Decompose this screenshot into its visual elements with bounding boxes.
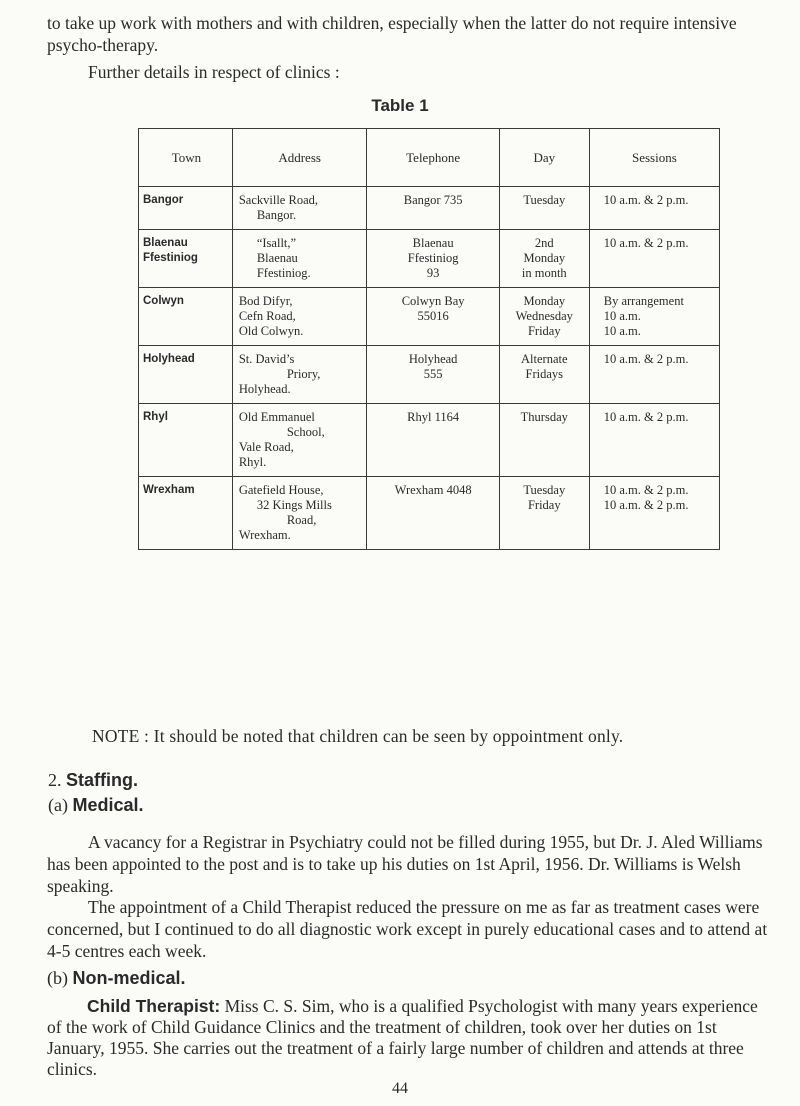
cell-day <box>499 477 589 550</box>
telephone-line: 555 <box>423 367 443 381</box>
cell-telephone <box>367 187 499 230</box>
address-line: Road, <box>286 513 317 527</box>
cell-sessions <box>589 477 719 550</box>
cell-telephone <box>367 404 499 477</box>
cell-day <box>499 288 589 346</box>
table-header-row <box>139 129 720 187</box>
telephone-line: Ffestiniog <box>407 251 459 265</box>
header-address: Address <box>232 129 367 187</box>
cell-sessions <box>589 288 719 346</box>
table-title: Table 1 <box>371 96 429 115</box>
address-line: Holyhead. <box>238 382 291 396</box>
day-line: Friday <box>527 498 561 512</box>
table-row <box>139 404 720 477</box>
nonmedical-paragraph-text: Miss C. S. Sim, who is a qualified Psychologist with many years experience of the work of Child Guidance Clinics and the treatment of children, took over her duties on 1st January, 1955. She carries out the treatment of a fairly large number of children and attends at three clinics. <box>47 996 758 1079</box>
header-town: Town <box>139 129 233 187</box>
cell-address <box>232 230 367 288</box>
table-row <box>139 288 720 346</box>
nonmedical-paragraph <box>47 996 771 1080</box>
further-details-line: Further details in respect of clinics : <box>88 62 340 82</box>
table-row <box>139 477 720 550</box>
cell-town <box>139 187 233 230</box>
header-day: Day <box>499 129 589 187</box>
telephone-line: Bangor 735 <box>403 193 463 207</box>
cell-day <box>499 187 589 230</box>
medical-paragraph-1-text: A vacancy for a Registrar in Psychiatry could not be filled during 1955, but Dr. J. Aled Williams has been appointed to the post and is to take up his duties on 1st April, 1956. Dr. Williams is Welsh speaking. <box>47 832 763 896</box>
address-line: Bangor. <box>256 208 297 222</box>
cell-town <box>139 230 233 288</box>
section-heading-staffing <box>48 770 138 791</box>
sessions-line: 10 a.m. & 2 p.m. <box>603 410 689 424</box>
cell-town <box>139 346 233 404</box>
cell-town <box>139 404 233 477</box>
day-line: Wednesday <box>515 309 573 323</box>
address-line: “Isallt,” <box>256 236 297 250</box>
sessions-line: By arrangement <box>603 294 684 308</box>
address-line: Wrexham. <box>238 528 291 542</box>
sessions-line: 10 a.m. <box>603 324 641 338</box>
telephone-line: Blaenau <box>412 236 454 250</box>
day-line: Friday <box>527 324 561 338</box>
cell-sessions <box>589 187 719 230</box>
address-line: 32 Kings Mills <box>256 498 332 512</box>
day-line: Tuesday <box>523 193 566 207</box>
day-line: in month <box>521 266 567 280</box>
subsection-heading-nonmedical <box>47 968 186 989</box>
table-row <box>139 346 720 404</box>
subsection-letter: (a) <box>48 795 68 815</box>
medical-paragraph-2 <box>47 896 771 962</box>
medical-paragraph-2-text: The appointment of a Child Therapist reduced the pressure on me as far as treatment cases were concerned, but I continued to do all diagnostic work except in purely educational cases and to attend at 4-5 centres each week. <box>47 897 768 961</box>
address-line: Old Colwyn. <box>238 324 304 338</box>
town-name: Rhyl <box>143 411 168 423</box>
subsection-letter: (b) <box>47 968 68 988</box>
address-line: Sackville Road, <box>238 193 318 207</box>
day-line: Monday <box>523 294 566 308</box>
telephone-line: 55016 <box>417 309 449 323</box>
address-line: Ffestiniog. <box>256 266 311 280</box>
day-line: Monday <box>523 251 566 265</box>
page-number: 44 <box>392 1080 408 1097</box>
cell-day <box>499 404 589 477</box>
medical-paragraph-1 <box>47 831 771 897</box>
day-line: Tuesday <box>523 483 566 497</box>
cell-sessions <box>589 230 719 288</box>
town-name: Bangor <box>143 194 184 206</box>
town-name: Wrexham <box>143 484 195 496</box>
subsection-heading-medical <box>48 795 144 816</box>
table-row <box>139 230 720 288</box>
telephone-line: Wrexham 4048 <box>394 483 472 497</box>
day-line: 2nd <box>534 236 554 250</box>
appointment-note: NOTE : It should be noted that children can be seen by oppointment only. <box>92 726 624 746</box>
header-telephone: Telephone <box>367 129 499 187</box>
cell-town <box>139 477 233 550</box>
sessions-line: 10 a.m. & 2 p.m. <box>603 498 689 512</box>
day-line: Fridays <box>525 367 564 381</box>
cell-sessions <box>589 346 719 404</box>
table-row <box>139 187 720 230</box>
telephone-line: Holyhead <box>408 352 458 366</box>
sessions-line: 10 a.m. & 2 p.m. <box>603 193 689 207</box>
cell-address <box>232 477 367 550</box>
clinics-table <box>138 128 720 550</box>
cell-address <box>232 404 367 477</box>
address-line: School, <box>286 425 325 439</box>
cell-day <box>499 346 589 404</box>
address-line: Blaenau <box>256 251 298 265</box>
cell-telephone <box>367 346 499 404</box>
address-line: Vale Road, <box>238 440 294 454</box>
town-name: Ffestiniog <box>143 252 198 264</box>
town-name: Colwyn <box>143 295 184 307</box>
address-line: Old Emmanuel <box>238 410 315 424</box>
cell-address <box>232 187 367 230</box>
child-therapist-label: Child Therapist: <box>87 996 221 1016</box>
cell-telephone <box>367 477 499 550</box>
address-line: Bod Difyr, <box>238 294 293 308</box>
address-line: Cefn Road, <box>238 309 296 323</box>
header-sessions: Sessions <box>589 129 719 187</box>
address-line: Rhyl. <box>238 455 267 469</box>
cell-address <box>232 346 367 404</box>
cell-sessions <box>589 404 719 477</box>
sessions-line: 10 a.m. & 2 p.m. <box>603 236 689 250</box>
town-name: Blaenau <box>143 237 188 249</box>
sessions-line: 10 a.m. & 2 p.m. <box>603 352 689 366</box>
sessions-line: 10 a.m. <box>603 309 641 323</box>
address-line: Priory, <box>286 367 321 381</box>
cell-telephone <box>367 288 499 346</box>
subsection-title: Non-medical. <box>72 968 186 988</box>
day-line: Alternate <box>521 352 568 366</box>
town-name: Holyhead <box>143 353 195 365</box>
day-line: Thursday <box>520 410 568 424</box>
cell-telephone <box>367 230 499 288</box>
cell-day <box>499 230 589 288</box>
telephone-line: Rhyl 1164 <box>407 410 460 424</box>
subsection-title: Medical. <box>72 795 144 815</box>
section-title: Staffing. <box>66 770 138 790</box>
intro-paragraph: to take up work with mothers and with children, especially when the latter do not require intensive psycho-therapy. <box>47 13 737 55</box>
cell-town <box>139 288 233 346</box>
telephone-line: Colwyn Bay <box>401 294 465 308</box>
cell-address <box>232 288 367 346</box>
address-line: St. David’s <box>238 352 295 366</box>
section-number: 2. <box>48 770 62 790</box>
sessions-line: 10 a.m. & 2 p.m. <box>603 483 689 497</box>
telephone-line: 93 <box>426 266 440 280</box>
address-line: Gatefield House, <box>238 483 324 497</box>
